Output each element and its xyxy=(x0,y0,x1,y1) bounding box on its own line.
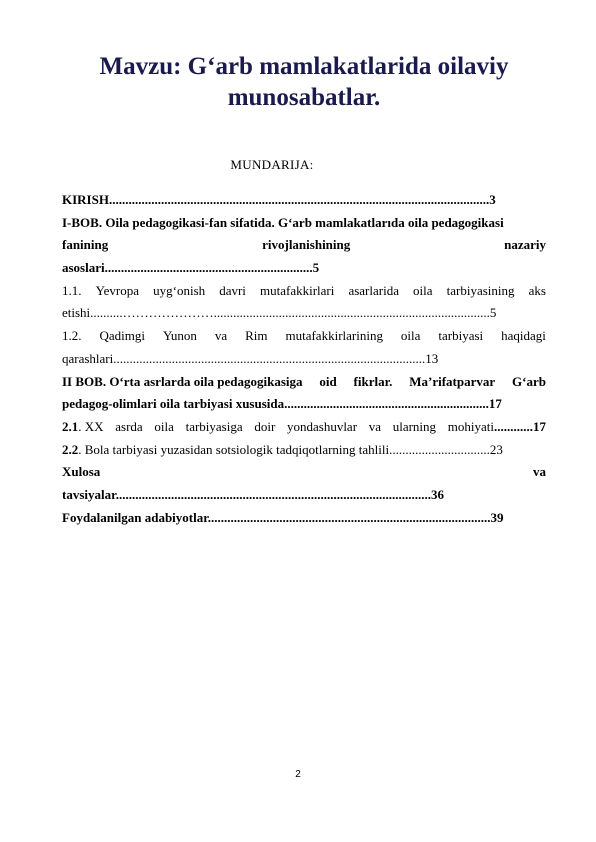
toc-word: nazariy xyxy=(504,237,546,253)
toc-word: 1.1. xyxy=(62,282,82,298)
toc-word: oila xyxy=(413,282,433,298)
toc-entry-conclusion-line1[interactable] xyxy=(62,461,546,484)
contents-heading xyxy=(0,157,596,173)
toc-word: Yunon xyxy=(162,328,197,344)
toc-word: mutafakkirlarining xyxy=(285,328,383,344)
toc-entry-section-2-2[interactable] xyxy=(62,439,546,462)
title-line-1: Mavzu: G‘arb mamlakatlarida oilaviy xyxy=(99,53,509,80)
document-title xyxy=(62,51,546,113)
toc-entry-section-2-1[interactable] xyxy=(62,416,546,439)
toc-word: aks xyxy=(528,282,546,298)
toc-entry-references[interactable]: Foydalanilgan adabiyotlar.......................................................................................39 xyxy=(62,509,504,525)
toc-word: uyg‘onish xyxy=(153,282,206,298)
toc-word: tarbiyasining xyxy=(446,282,515,298)
toc-entry-section-1-2-line1[interactable] xyxy=(62,325,546,348)
toc-entry-section-1-1-line2[interactable]: etishi..........………………….....................................................................................5 xyxy=(62,305,497,321)
toc-word: mohiyati xyxy=(447,418,494,434)
toc-entry-section-1-2-line2[interactable]: qarashlari................................................................................................13 xyxy=(62,350,439,366)
toc-word: 1.2. xyxy=(62,328,82,344)
toc-section-number: 2.2 xyxy=(62,441,79,457)
toc-word: asarlarida xyxy=(348,282,399,298)
toc-word: Qadimgi xyxy=(99,328,145,344)
toc-word: oid xyxy=(319,373,337,389)
toc-word: . XX xyxy=(78,418,104,434)
toc-section-number: 2.1 xyxy=(62,418,79,434)
toc-word: yondashuvlar xyxy=(286,418,358,434)
toc-word: doir xyxy=(254,418,276,434)
page-number: 2 xyxy=(295,769,301,780)
toc-word: Rim xyxy=(245,328,268,344)
toc-word: ularning xyxy=(392,418,437,434)
toc-word: fanining xyxy=(62,237,109,253)
toc-word: Yevropa xyxy=(95,282,140,298)
toc-word: Ma’rifatparvar xyxy=(409,373,496,389)
toc-entry-intro[interactable]: KIRISH.....................................................................................................................3 xyxy=(62,192,496,207)
toc-word: oila xyxy=(400,328,421,344)
toc-word: mutafakkirlari xyxy=(260,282,335,298)
toc-word: Xulosa xyxy=(62,464,101,480)
toc-word: tarbiyasiga xyxy=(185,418,243,434)
toc-word: tarbiyasi xyxy=(438,328,484,344)
toc-section-2-1-lead xyxy=(62,416,104,439)
toc-word: oila xyxy=(154,418,174,434)
toc-word: davri xyxy=(219,282,246,298)
toc-entry-conclusion-line2[interactable]: tavsiyalar.................................................................................................36 xyxy=(62,486,444,502)
toc-word: va xyxy=(214,328,228,344)
toc-entry-chapter1-line2[interactable] xyxy=(62,234,546,257)
toc-entry-chapter1-line1[interactable]: I-BOB. Oila pedagogikasi-fan sifatida. G‘arb mamlakatlarıda oila pedagogikasi xyxy=(62,214,504,230)
toc-word: rivojlanishining xyxy=(262,237,351,253)
toc-word: va xyxy=(533,464,546,480)
toc-word: G‘arb xyxy=(512,373,546,389)
toc-section-2-2-text: . Bola tarbiyasi yuzasidan sotsiologik tadqiqotlarning tahlili...............................23 xyxy=(78,441,503,457)
contents-heading-text: MUNDARIJA: xyxy=(230,157,314,172)
title-line-2: munosabatlar. xyxy=(227,84,381,111)
toc-word: asrda xyxy=(115,418,143,434)
toc-word: va xyxy=(368,418,382,434)
toc-entry-section-1-1-line1[interactable] xyxy=(62,280,546,303)
toc-section-2-1-tail xyxy=(448,416,546,439)
toc-word: II BOB. O‘rta asrlarda oila pedagogikasiga xyxy=(62,373,303,389)
toc-page-ref: ............17 xyxy=(493,418,546,434)
toc-entry-chapter1-line3[interactable]: asoslari................................................................5 xyxy=(62,260,320,276)
toc-entry-chapter2-line2[interactable]: pedagog-olimlari oila tarbiyasi xususida...............................................................17 xyxy=(62,396,502,412)
toc-word: fikrlar. xyxy=(353,373,393,389)
table-of-contents xyxy=(62,189,546,529)
toc-entry-chapter2-line1[interactable] xyxy=(62,371,546,394)
toc-word: haqidagi xyxy=(501,328,546,344)
